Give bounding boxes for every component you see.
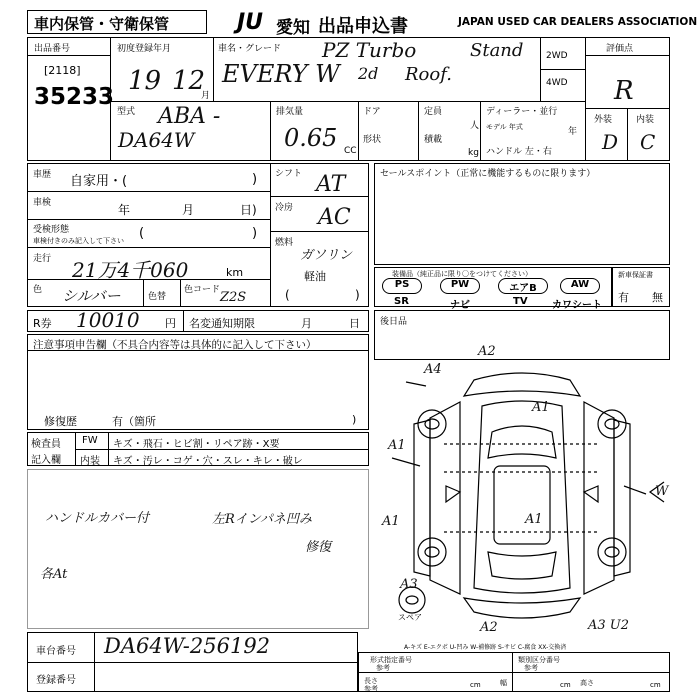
later-items-label: 後日品 [380, 317, 408, 327]
history-label: 車歴 [33, 170, 52, 180]
aichi-logo-text: 愛知 [276, 18, 310, 38]
shift-value: AT [316, 172, 346, 197]
recycle-label: R券 [33, 317, 52, 330]
fuel-gasoline: ガソリン [300, 248, 353, 263]
fw-text: キズ・飛石・ヒビ割・リペア跡・X要 [113, 439, 280, 450]
aircon-value: AC [318, 205, 351, 230]
note-line-2: 左Rインパネ凹み [212, 512, 312, 527]
length-ref: 参考 [364, 685, 378, 693]
grade-1: PZ Turbo [322, 38, 417, 62]
equip-sr: SR [394, 296, 409, 307]
handle-label: ハンドル 左・右 [486, 147, 552, 157]
drive-2wd: 2WD [546, 51, 568, 61]
reception-label: 受検形態 [33, 225, 70, 235]
damage-mark-a4: A4 [424, 362, 442, 377]
grade-3: 2d [358, 64, 379, 83]
association-name: JAPAN USED CAR DEALERS ASSOCIATION [458, 16, 698, 28]
shape-label: 形状 [363, 135, 382, 145]
damage-mark-a1-3: A1 [382, 514, 400, 529]
exterior-label: 外装 [594, 115, 613, 125]
record-label: 記入欄 [31, 455, 61, 466]
inspector-label: 検査員 [31, 439, 61, 450]
later-items-box [374, 310, 670, 360]
color-label: 色 [33, 285, 43, 295]
type-value-1: ABA - [158, 104, 221, 129]
color-change-label: 色替 [148, 292, 167, 302]
category-label: 類別区分番号 [518, 656, 560, 664]
reception-note: 車検付きのみ記入して下さい [33, 237, 124, 245]
color-value: シルバー [62, 287, 121, 305]
mileage-label: 走行 [33, 254, 52, 264]
displacement-label: 排気量 [276, 107, 304, 117]
equip-tv: TV [513, 296, 528, 307]
reg-number-label: 登録番号 [36, 675, 76, 686]
name-change-label: 名変通知期限 [189, 317, 255, 330]
history-value: 自家用・( [70, 174, 128, 189]
equip-navi: ナビ [450, 300, 470, 311]
width-label: 幅 [500, 679, 507, 687]
damage-mark-a2-bottom: A2 [480, 620, 498, 635]
interior-label: 内装 [636, 115, 655, 125]
inspection-label: 車検 [33, 198, 52, 208]
registration-year: 19 [128, 66, 162, 96]
model-year-label: モデル 年式 [486, 123, 523, 131]
storage-label: 車内保管・守衛保管 [34, 15, 170, 33]
dealer-label: ディーラー・並行 [486, 107, 558, 117]
interior-check-label: 内装 [80, 456, 100, 467]
spare-label: スペア [398, 613, 422, 622]
shift-label: シフト [275, 169, 303, 179]
equip-airbag: エアB [498, 278, 548, 294]
capacity-label: 定員 [424, 107, 443, 117]
ju-logo: JU [237, 10, 264, 35]
lot-label: 出品番号 [34, 44, 71, 54]
equip-pw: PW [440, 278, 480, 294]
registration-month: 12 [172, 66, 206, 96]
fw-label: FW [82, 435, 98, 446]
grade-4: Roof. [405, 64, 452, 85]
damage-mark-a2-top: A2 [478, 344, 496, 359]
type-label: 型式 [117, 107, 136, 117]
equip-aw: AW [560, 278, 600, 294]
equip-seat: カワシート [552, 300, 602, 311]
recycle-value: 10010 [76, 308, 140, 332]
mileage-value: 21万4千060 [72, 258, 189, 282]
lot-sub-number: [2118] [44, 64, 81, 77]
aircon-label: 冷房 [275, 203, 294, 213]
damage-mark-a1-4: A1 [525, 512, 543, 527]
equipment-label: 装備品（純正品に限り〇をつけてください） [392, 270, 532, 278]
type-spec-label: 形式指定番号 [370, 656, 412, 664]
exterior-score: D [602, 130, 619, 154]
damage-legend: A-キズ E-エクボ U-凹み W-補修跡 S-サビ C-腐食 XX-交換済 [404, 644, 567, 651]
note-line-4: 各At [40, 567, 68, 582]
lot-number: 35233 [34, 84, 115, 110]
evaluation-label: 評価点 [606, 44, 634, 54]
damage-mark-a3-u2: A3 U2 [588, 618, 630, 633]
equip-ps: PS [382, 278, 422, 294]
door-label: ドア [363, 107, 381, 117]
damage-mark-a1-1: A1 [388, 438, 406, 453]
damage-mark-w: W [655, 484, 669, 499]
note-line-1: ハンドルカバー付 [45, 511, 150, 526]
type-value-2: DA64W [118, 128, 195, 152]
note-line-3: 修復 [305, 540, 332, 555]
damage-mark-a1-2: A1 [532, 400, 550, 415]
repair-label: 修復歴 [44, 415, 77, 428]
height-label: 高さ [580, 679, 594, 687]
registration-label: 初度登録年月 [117, 44, 172, 54]
car-damage-diagram [374, 362, 670, 652]
interior-check-text: キズ・汚レ・コゲ・穴・スレ・キレ・破レ [113, 456, 303, 467]
length-label: 長さ [364, 677, 378, 685]
model-name: EVERY W [222, 60, 340, 88]
sales-points-label: セールスポイント（正常に機能するものに限ります） [380, 169, 596, 179]
chassis-label: 車台番号 [36, 646, 76, 657]
warranty-label: 新車保証書 [618, 271, 653, 279]
repair-value: 有（箇所 [112, 415, 156, 428]
form-title: 出品申込書 [318, 16, 408, 37]
grade-2: Stand [470, 40, 524, 61]
drive-4wd: 4WD [546, 78, 568, 88]
fuel-diesel: 軽油 [304, 270, 326, 283]
chassis-value: DA64W-256192 [104, 634, 271, 658]
evaluation-score: R [614, 76, 634, 106]
interior-score: C [640, 130, 656, 154]
notices-label: 注意事項申告欄（不具合内容等は具体的に記入して下さい） [33, 339, 317, 351]
displacement-value: 0.65 [284, 124, 338, 152]
model-name-label: 車名・グレード [218, 44, 282, 54]
color-code-label: 色コード [184, 285, 221, 295]
load-label: 積載 [424, 135, 443, 145]
color-code-value: Z2S [220, 290, 247, 305]
fuel-label: 燃料 [275, 238, 294, 248]
damage-mark-a3: A3 [400, 577, 418, 592]
